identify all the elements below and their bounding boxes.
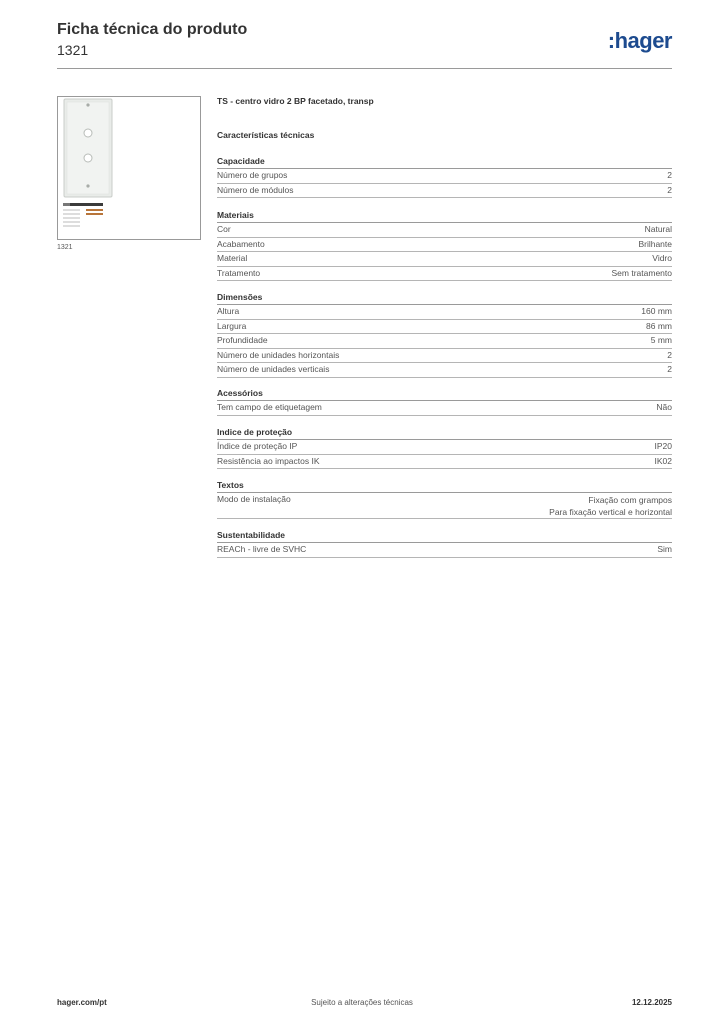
group-title: Dimensões bbox=[217, 292, 263, 302]
thumbnail-caption: 1321 bbox=[57, 244, 73, 251]
spec-row bbox=[217, 184, 672, 199]
spec-row bbox=[217, 267, 672, 282]
spec-label: REACh - livre de SVHC bbox=[217, 544, 307, 554]
spec-value-line: Não bbox=[656, 402, 672, 412]
spec-value-line: 2 bbox=[667, 170, 672, 180]
spec-value bbox=[638, 239, 672, 249]
group-title: Textos bbox=[217, 480, 244, 490]
spec-value bbox=[667, 185, 672, 195]
spec-value bbox=[652, 253, 672, 263]
spec-label: Número de unidades verticais bbox=[217, 364, 330, 374]
spec-value bbox=[657, 544, 672, 554]
spec-value bbox=[612, 268, 672, 278]
spec-row bbox=[217, 252, 672, 267]
spec-label: Tem campo de etiquetagem bbox=[217, 402, 322, 412]
spec-row bbox=[217, 320, 672, 335]
group-title: Sustentabilidade bbox=[217, 530, 286, 540]
spec-value-line: IK02 bbox=[654, 455, 672, 466]
spec-value-line: 2 bbox=[667, 184, 672, 195]
spec-row bbox=[217, 238, 672, 253]
spec-value bbox=[667, 364, 672, 374]
spec-row bbox=[217, 440, 672, 455]
spec-row bbox=[217, 349, 672, 364]
spec-label: Número de módulos bbox=[217, 184, 294, 195]
spec-label: Tratamento bbox=[217, 267, 261, 278]
spec-row bbox=[217, 493, 672, 519]
group-title: Materiais bbox=[217, 210, 254, 220]
spec-value-line: Vidro bbox=[652, 253, 672, 263]
spec-value-line: 5 mm bbox=[650, 335, 672, 345]
footer-website: hager.com/pt bbox=[57, 998, 107, 1007]
spec-value bbox=[656, 402, 672, 412]
spec-row bbox=[217, 223, 672, 238]
glass-cover-plate-icon bbox=[58, 97, 200, 239]
product-name: TS - centro vidro 2 BP facetado, transp bbox=[217, 96, 374, 106]
page-header bbox=[57, 20, 672, 70]
footer-date: 12.12.2025 bbox=[631, 998, 672, 1007]
group-title: Indice de proteção bbox=[217, 427, 293, 437]
spec-value bbox=[651, 335, 672, 345]
spec-value-line: 86 mm bbox=[646, 320, 672, 331]
spec-value bbox=[646, 321, 672, 331]
product-code: 1321 bbox=[57, 42, 89, 58]
spec-value-line: Para fixação vertical e horizontal bbox=[549, 507, 672, 517]
group-title: Capacidade bbox=[217, 156, 265, 166]
spec-row bbox=[217, 169, 672, 184]
spec-label: Acabamento bbox=[217, 238, 265, 249]
spec-value-line: 2 bbox=[667, 364, 672, 374]
spec-label: Número de unidades horizontais bbox=[217, 349, 340, 360]
document-title: Ficha técnica do produto bbox=[57, 21, 248, 38]
spec-row bbox=[217, 401, 672, 416]
spec-value-line: Fixação com grampos bbox=[588, 495, 672, 505]
spec-value-line: IP20 bbox=[654, 441, 672, 451]
spec-value bbox=[645, 224, 672, 234]
spec-row bbox=[217, 543, 672, 558]
group-title: Acessórios bbox=[217, 388, 263, 398]
spec-value bbox=[641, 306, 672, 316]
spec-row bbox=[217, 363, 672, 378]
spec-label: Profundidade bbox=[217, 335, 268, 345]
spec-label: Modo de instalação bbox=[217, 494, 291, 504]
header-divider bbox=[57, 68, 672, 69]
hager-logo: :hager bbox=[607, 28, 672, 53]
spec-label: Largura bbox=[217, 320, 247, 331]
spec-value-line: 160 mm bbox=[641, 306, 672, 316]
spec-row bbox=[217, 455, 672, 470]
spec-value-line: Brilhante bbox=[638, 238, 672, 249]
technical-characteristics-heading: Características técnicas bbox=[217, 130, 315, 140]
spec-value bbox=[549, 494, 672, 518]
footer-disclaimer: Sujeito a alterações técnicas bbox=[311, 998, 413, 1007]
spec-label: Material bbox=[217, 253, 248, 263]
spec-value-line: Sem tratamento bbox=[611, 267, 672, 278]
spec-value-line: Sim bbox=[657, 544, 672, 554]
spec-value-line: Natural bbox=[644, 224, 672, 234]
spec-label: Cor bbox=[217, 224, 231, 234]
spec-label: Índice de proteção IP bbox=[217, 441, 298, 451]
spec-row bbox=[217, 334, 672, 349]
spec-label: Resistência ao impactos IK bbox=[217, 455, 320, 466]
spec-label: Número de grupos bbox=[217, 170, 288, 180]
spec-label: Altura bbox=[217, 306, 240, 316]
product-thumbnail bbox=[57, 96, 201, 240]
spec-value-line: 2 bbox=[667, 349, 672, 360]
spec-value bbox=[655, 456, 673, 466]
spec-value bbox=[667, 350, 672, 360]
spec-value bbox=[655, 441, 673, 451]
spec-row bbox=[217, 305, 672, 320]
spec-value bbox=[667, 170, 672, 180]
